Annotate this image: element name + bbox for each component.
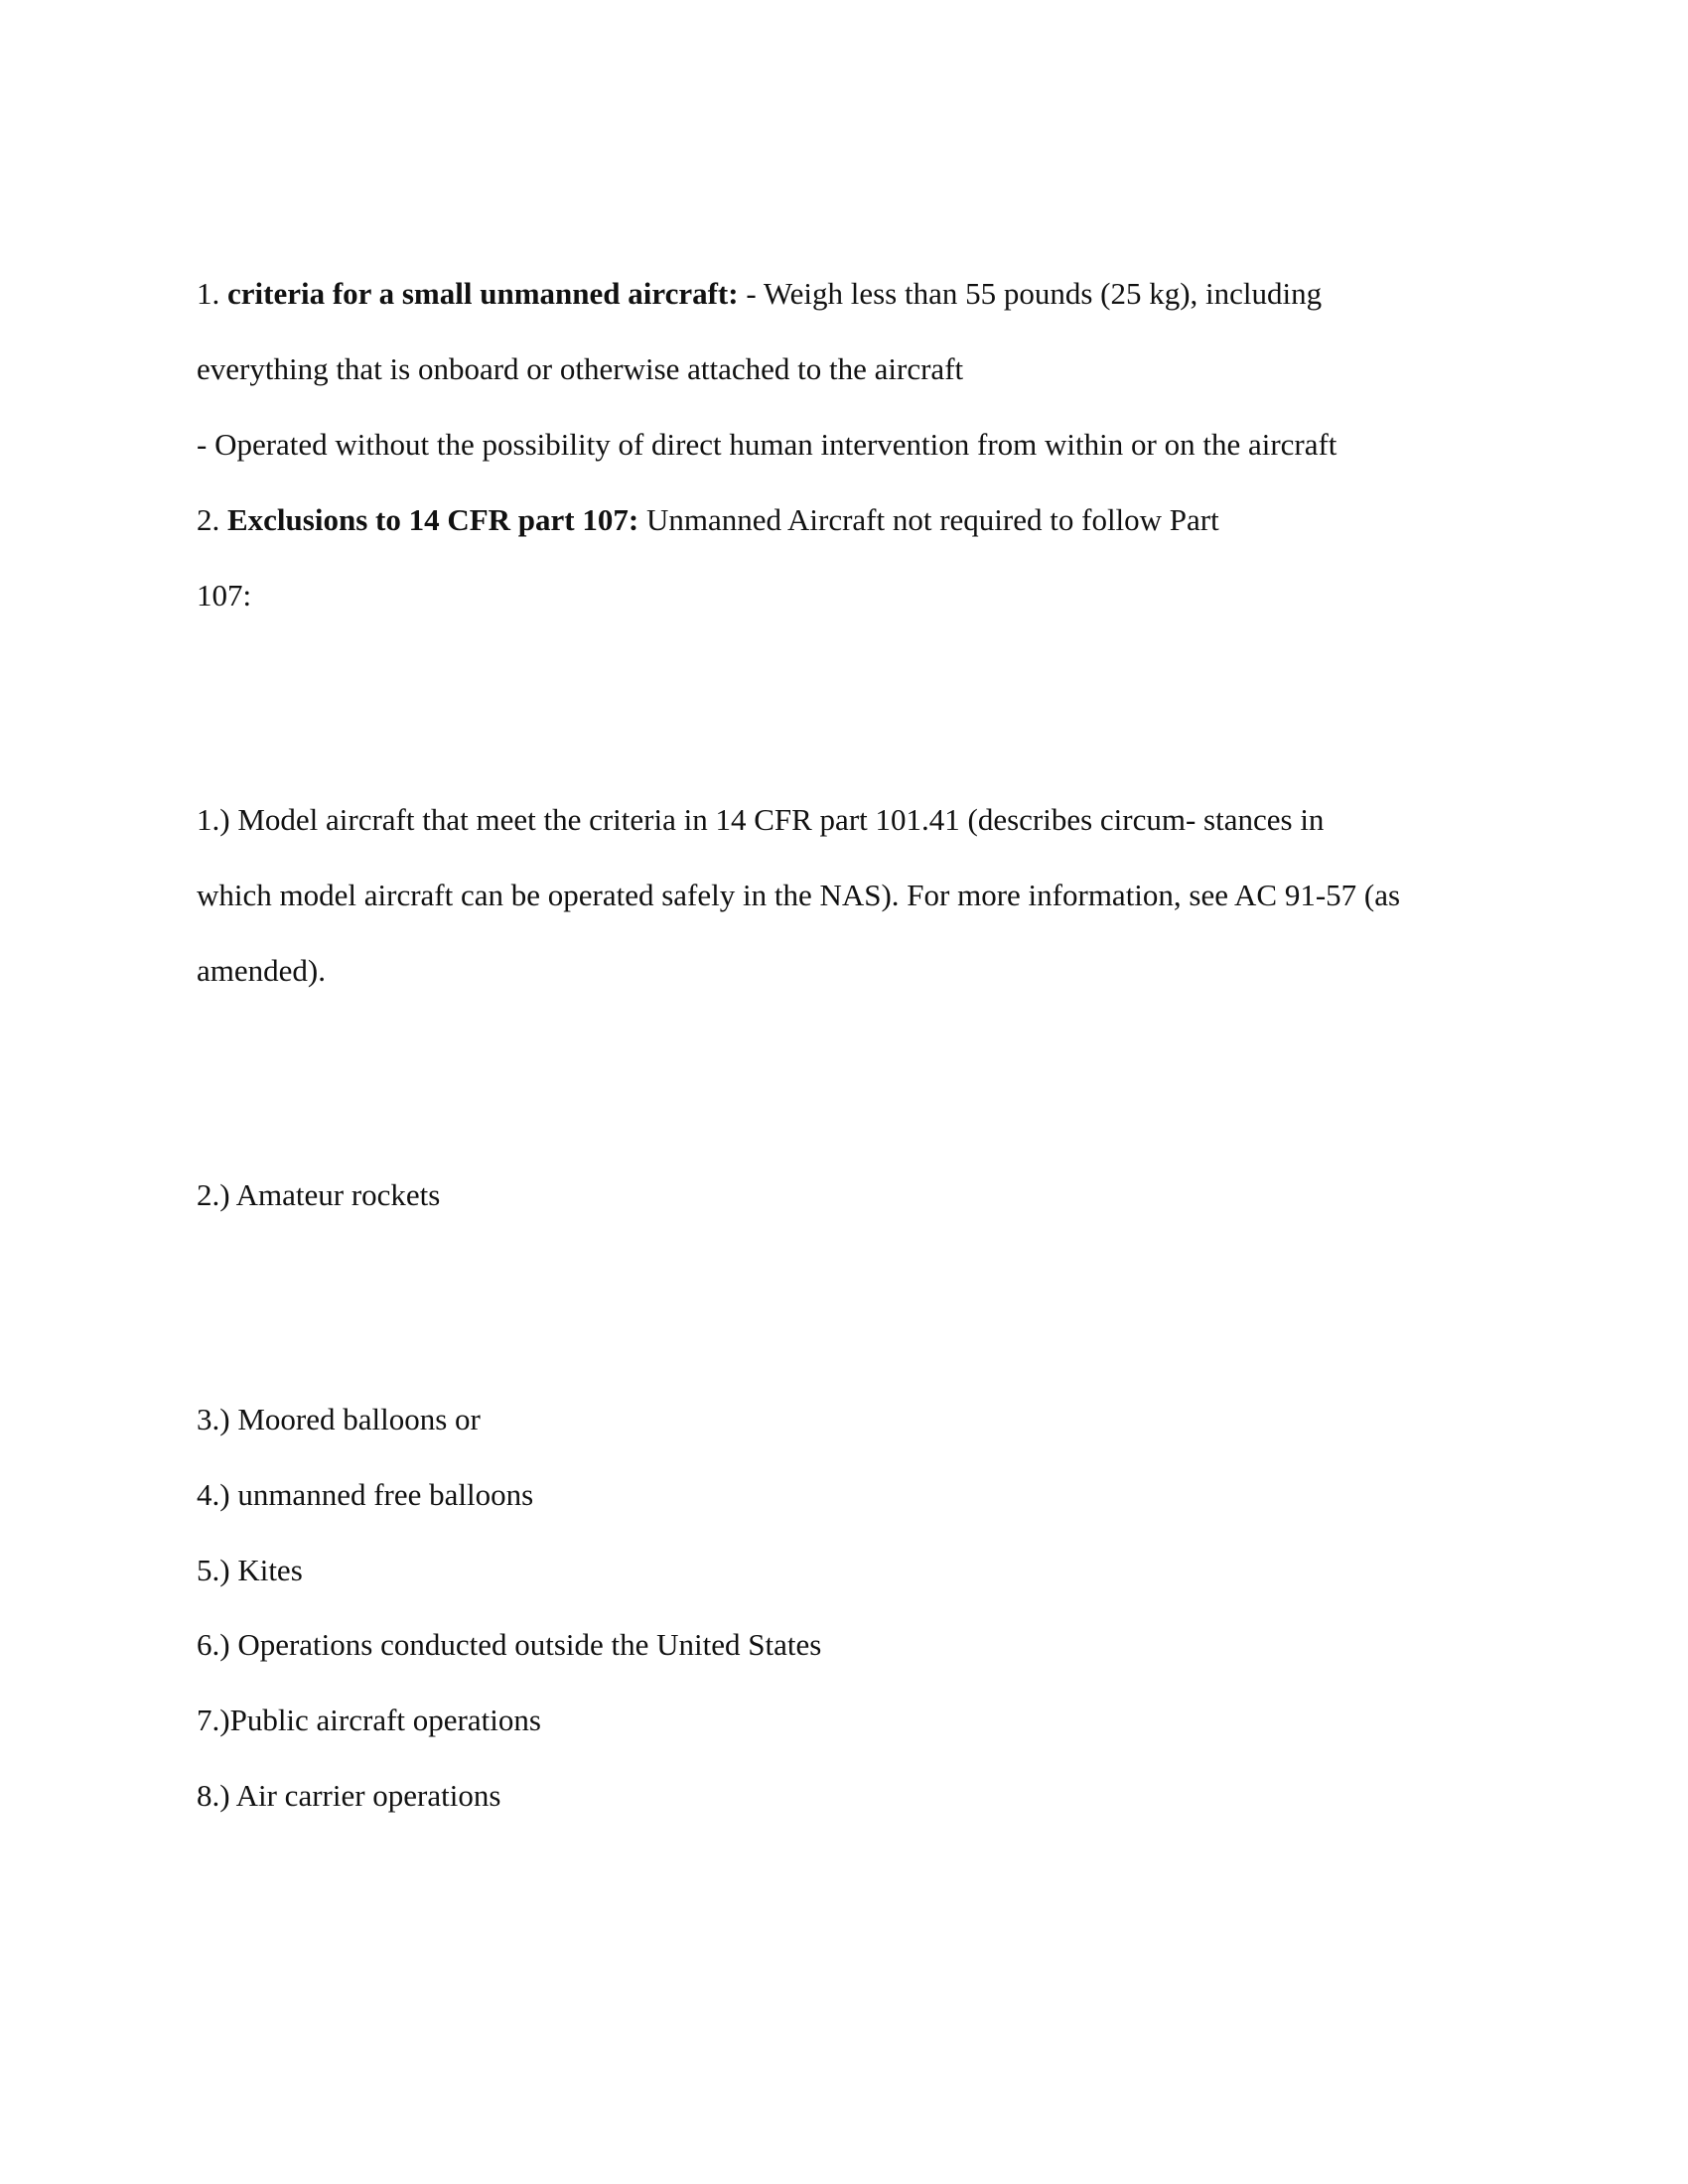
exclusion-item-1-line3: amended). [197,953,326,988]
section2-line1 [197,500,1219,540]
section2-number: 2. [197,502,220,537]
section1-line1 [197,274,1322,314]
exclusion-item-3: 3.) Moored balloons or [197,1402,481,1436]
section1-number: 1. [197,276,220,311]
section1-line2: everything that is onboard or otherwise attached to the aircraft [197,351,964,386]
section2-line2: 107: [197,578,252,613]
exclusion-item-4: 4.) unmanned free balloons [197,1477,534,1512]
section1-line3: - Operated without the possibility of direct human intervention from within or on the aircraft [197,427,1337,462]
section1-heading: criteria for a small unmanned aircraft: [227,276,739,311]
exclusion-item-2: 2.) Amateur rockets [197,1177,441,1212]
exclusion-item-1-line1: 1.) Model aircraft that meet the criteria in 14 CFR part 101.41 (describes circum- stances in [197,802,1325,837]
section2-text-1: Unmanned Aircraft not required to follow Part [645,502,1219,537]
exclusion-item-6: 6.) Operations conducted outside the United States [197,1627,822,1662]
section1-text-1: - Weigh less than 55 pounds (25 kg), including [746,276,1323,311]
exclusion-item-5: 5.) Kites [197,1553,303,1587]
exclusion-item-7: 7.)Public aircraft operations [197,1703,541,1737]
section2-heading: Exclusions to 14 CFR part 107: [227,502,639,537]
exclusion-item-1-line2: which model aircraft can be operated safely in the NAS). For more information, see AC 91-57 (as [197,878,1401,912]
exclusion-item-8: 8.) Air carrier operations [197,1778,501,1813]
